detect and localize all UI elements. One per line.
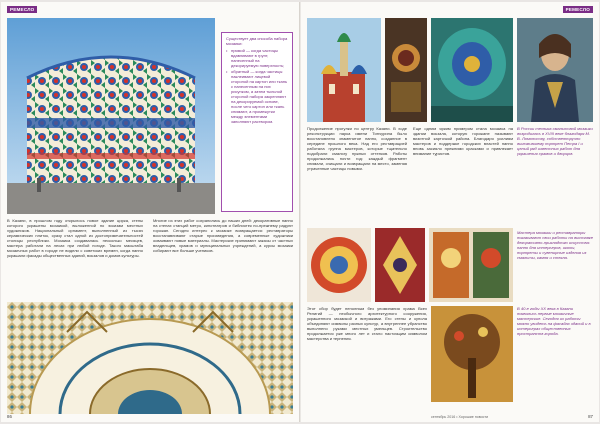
tree-mosaic-panel	[431, 306, 513, 402]
sidebar-intro: Существует два способа набора мозаики:	[226, 36, 288, 46]
article-text-c: Этот сбор будет неполным без упоминания храма Всех Религий — необычного архитектурного сооружения, украшенного мозаикой и витражами. Его стены и купола объединяют символы разных культур, а внутреннее убранство выполнено руками местных умельцев. Строительство продолжается уже много лет и стало настоящим символом мастерства и терпения.	[307, 306, 427, 341]
round-plate-mosaic	[307, 228, 371, 302]
red-panel-mosaic	[375, 228, 425, 302]
page-number-left: 86	[7, 414, 12, 419]
mosaic-methods-sidebar	[221, 32, 293, 212]
footer-issue: сентябрь 2016 • Хорошие новости	[431, 415, 489, 419]
circus-building-photo	[7, 18, 215, 214]
vase-panel-mosaic	[429, 228, 513, 302]
section-tag: РЕМЕСЛО	[7, 6, 37, 13]
section-tag-right: РЕМЕСЛО	[563, 6, 593, 13]
article-column-1: В Казани, в прошлом году открылось новое здание цирка, стены которого украшены мозаикой, выложенной по эскизам местных художников. Национальный орнамент, выполненный из тысяч керамических плиток, сразу стал одной из достопримечательностей столицы республики. Мозаика создавалась несколько месяцев, мастера работали на лесах при любой погоде. Такого масштаба мозаичных работ в городе не видели с советских времен, когда панно украшали фасады общественных зданий, вокзалов и домов культуры.	[7, 218, 143, 258]
article-text-b: Еще одним ярким примером стала мозаика на здании вокзала, которую горожане называют визитной карточкой района. Благодаря усилиям мастеров и поддержке городских властей панно вновь засияло прежними красками и привлекает внимание туристов.	[413, 126, 513, 156]
sidebar-item-reverse: • обратный — когда частицы наклеивают лицевой стороной на картон или ткань с нанесенным на них рисунком, а затем тыльной стороной набора закрепляют на декорируемой основе, после чего картон или ткань снимают, а промежутки между элементами заполняют раствором.	[226, 70, 288, 124]
dome-mosaic-image	[7, 302, 293, 414]
page-number-right: 87	[588, 414, 593, 419]
sidebar-item-direct: • прямой — когда частицы вдавливают в грунт, нанесенный на декорируемую поверхность;	[226, 49, 288, 69]
portrait-caption: В России техника смальтовой мозаики возродилась в XVIII веке благодаря М. В. Ломоносову, собственноручно выложившему портрет Петра I и целый ряд известных работ для украшения храмов и дворцов.	[517, 126, 593, 156]
works-caption: Мастера мозаики и реставраторы показывают свои работы на выставке декоративно-прикладного искусства: панно для интерьеров, иконы, портреты и сувенирные изделия из смальты, камня и стекла.	[517, 230, 593, 260]
article-text-a: Продолжение прогулки по центру Казани. В ходе реконструкции парка имени Тинчурина было восстановлено знаменитое панно, созданное в середине прошлого века. Над его реставрацией работала группа мастеров, которые тщательно подобрали смальту нужных оттенков. Работы продолжались почти год: каждый фрагмент снимали, очищали и возвращали на место, заменяя утраченные частицы новыми.	[307, 126, 407, 171]
article-column-2: Многие из этих работ сохранились до наших дней: декоративные панно на стенах станций метро, кинотеатров и библиотек по-прежнему радуют горожан. Сегодня интерес к мозаике возвращается: реставраторы восстанавливают старые произведения, а современные художники осваивают новые материалы. Мастерские принимают заказы от частных владельцев, храмов и муниципальных учреждений, а курсы мозаики собирают все больше учеников.	[153, 218, 293, 253]
peacock-mosaic-panel	[431, 18, 513, 122]
peter-portrait	[517, 18, 593, 122]
left-page	[1, 2, 299, 422]
right-page	[301, 2, 599, 422]
cathedral-photo	[307, 18, 381, 122]
bottom-caption: В 40-е годы XX века в Казани появились первые мозаичные мастерские. Сегодня их работы можно увидеть на фасадах зданий и в интерьерах общественных пространств города.	[517, 306, 591, 336]
dark-mosaic-panel	[385, 18, 427, 122]
